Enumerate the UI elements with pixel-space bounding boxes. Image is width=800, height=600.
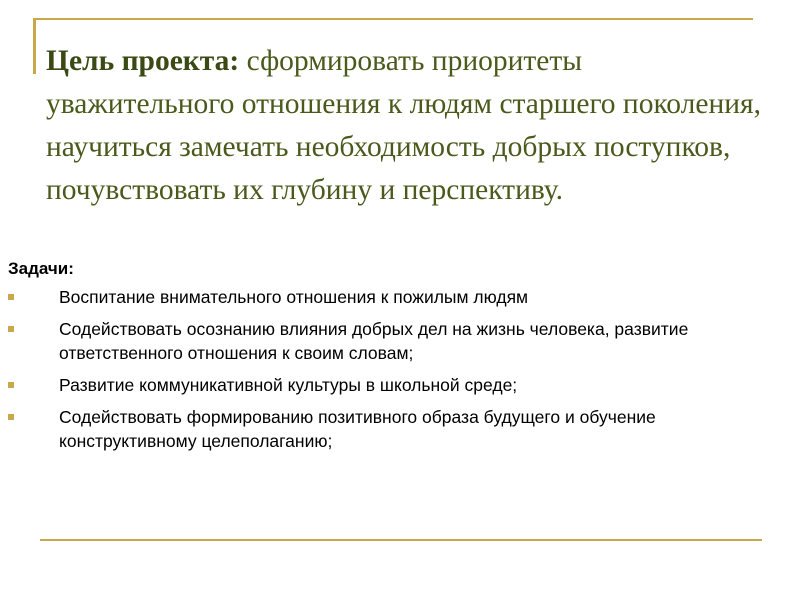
task-item (8, 405, 798, 453)
top-decorative-line (33, 18, 753, 20)
tasks-heading: Задачи: (8, 259, 74, 278)
task-item (8, 317, 798, 365)
task-text: Развитие коммуникативной культуры в школьной среде; (59, 375, 518, 395)
bottom-decorative-line (40, 539, 762, 541)
square-bullet-icon (8, 382, 14, 388)
title-label: Цель проекта: (46, 45, 240, 77)
task-text: Содействовать формированию позитивного образа будущего и обучение конструктивному целеполаганию; (59, 407, 656, 451)
tasks-section (8, 257, 798, 461)
square-bullet-icon (8, 414, 14, 420)
task-text: Содействовать осознанию влияния добрых дел на жизнь человека, развитие ответственного отношения к своим словам; (59, 319, 689, 363)
left-decorative-line (33, 18, 36, 74)
square-bullet-icon (8, 326, 14, 332)
slide-title (46, 40, 766, 212)
square-bullet-icon (8, 294, 14, 300)
task-text: Воспитание внимательного отношения к пожилым людям (59, 287, 529, 307)
task-item (8, 285, 798, 309)
task-list (8, 285, 798, 453)
title-text: сформировать приоритеты уважительного отношения к людям старшего поколения, научиться замечать необходимость добрых поступков, почувствовать их глубину и перспективу. (46, 45, 762, 206)
task-item (8, 373, 798, 397)
